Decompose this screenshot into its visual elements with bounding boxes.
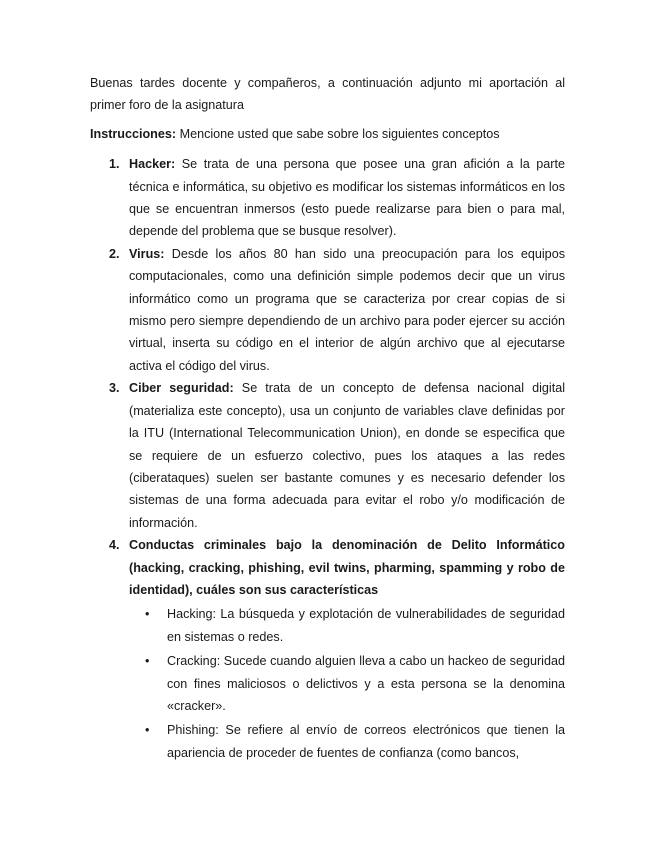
item-title: Ciber seguridad: (129, 381, 234, 396)
item-title: Hacker: (129, 157, 176, 172)
subitem-text: Cracking: Sucede cuando alguien lleva a cabo un hackeo de seguridad con fines maliciosos o delictivos y a esta persona se la denomina «cracker». (167, 654, 565, 713)
subitem-text: Phishing: Se refiere al envío de correos electrónicos que tienen la apariencia de proceder de fuentes de confianza (como bancos, (167, 723, 565, 760)
list-item-ciberseguridad (90, 377, 565, 534)
document-page (90, 72, 565, 766)
subitem-text: Hacking: La búsqueda y explotación de vulnerabilidades de seguridad en sistemas o redes. (167, 607, 565, 644)
item-number: 2. (109, 246, 120, 261)
instructions-text: Mencione usted que sabe sobre los siguientes conceptos (176, 126, 500, 141)
subitem-hacking (129, 603, 565, 648)
item-number: 3. (109, 381, 120, 396)
instructions-label: Instrucciones: (90, 126, 177, 141)
item-number: 1. (109, 157, 120, 172)
item-text: Se trata de una persona que posee una gran afición a la parte técnica e informática, su objetivo es modificar los sistemas informáticos en los que se encuentran inmersos (esto puede realizarse para bien o para mal, depende del problema que se busque resolver). (129, 157, 565, 239)
bullet-icon: • (145, 607, 150, 622)
concepts-list (90, 153, 565, 764)
intro-paragraph: Buenas tardes docente y compañeros, a continuación adjunto mi aportación al primer foro de la asignatura (90, 76, 565, 113)
instructions-paragraph (90, 123, 565, 145)
list-item-virus (90, 243, 565, 377)
item-title: Virus: (129, 246, 165, 261)
subitem-phishing (129, 719, 565, 764)
item-text: Desde los años 80 han sido una preocupación para los equipos computacionales, como una definición simple podemos decir que un virus informático como un programa que se caracteriza por crear copias de si mismo pero siempre dependiendo de un archivo para poder ejercer su acción virtual, inserta su código en el interior de algún archivo que al ejecutarse activa el código del virus. (129, 246, 565, 373)
subitem-cracking (129, 650, 565, 717)
list-item-hacker (90, 153, 565, 243)
list-item-delito-informatico (90, 534, 565, 764)
bullet-icon: • (145, 723, 150, 738)
item-title: Conductas criminales bajo la denominación de Delito Informático (hacking, cracking, phishing, evil twins, pharming, spamming y robo de identidad), cuáles son sus características (129, 538, 565, 597)
item-text: Se trata de un concepto de defensa nacional digital (materializa este concepto), usa un conjunto de variables clave definidas por la ITU (International Telecommunication Union), en donde se especifica que se requiere de un esfuerzo colectivo, pues los ataques a las redes (ciberataques) suelen ser bastante comunes y es necesario defender los sistemas de una forma adecuada para evitar el robo y/o modificación de información. (129, 381, 565, 530)
characteristics-list (129, 603, 565, 764)
bullet-icon: • (145, 654, 150, 669)
item-number: 4. (109, 538, 120, 553)
